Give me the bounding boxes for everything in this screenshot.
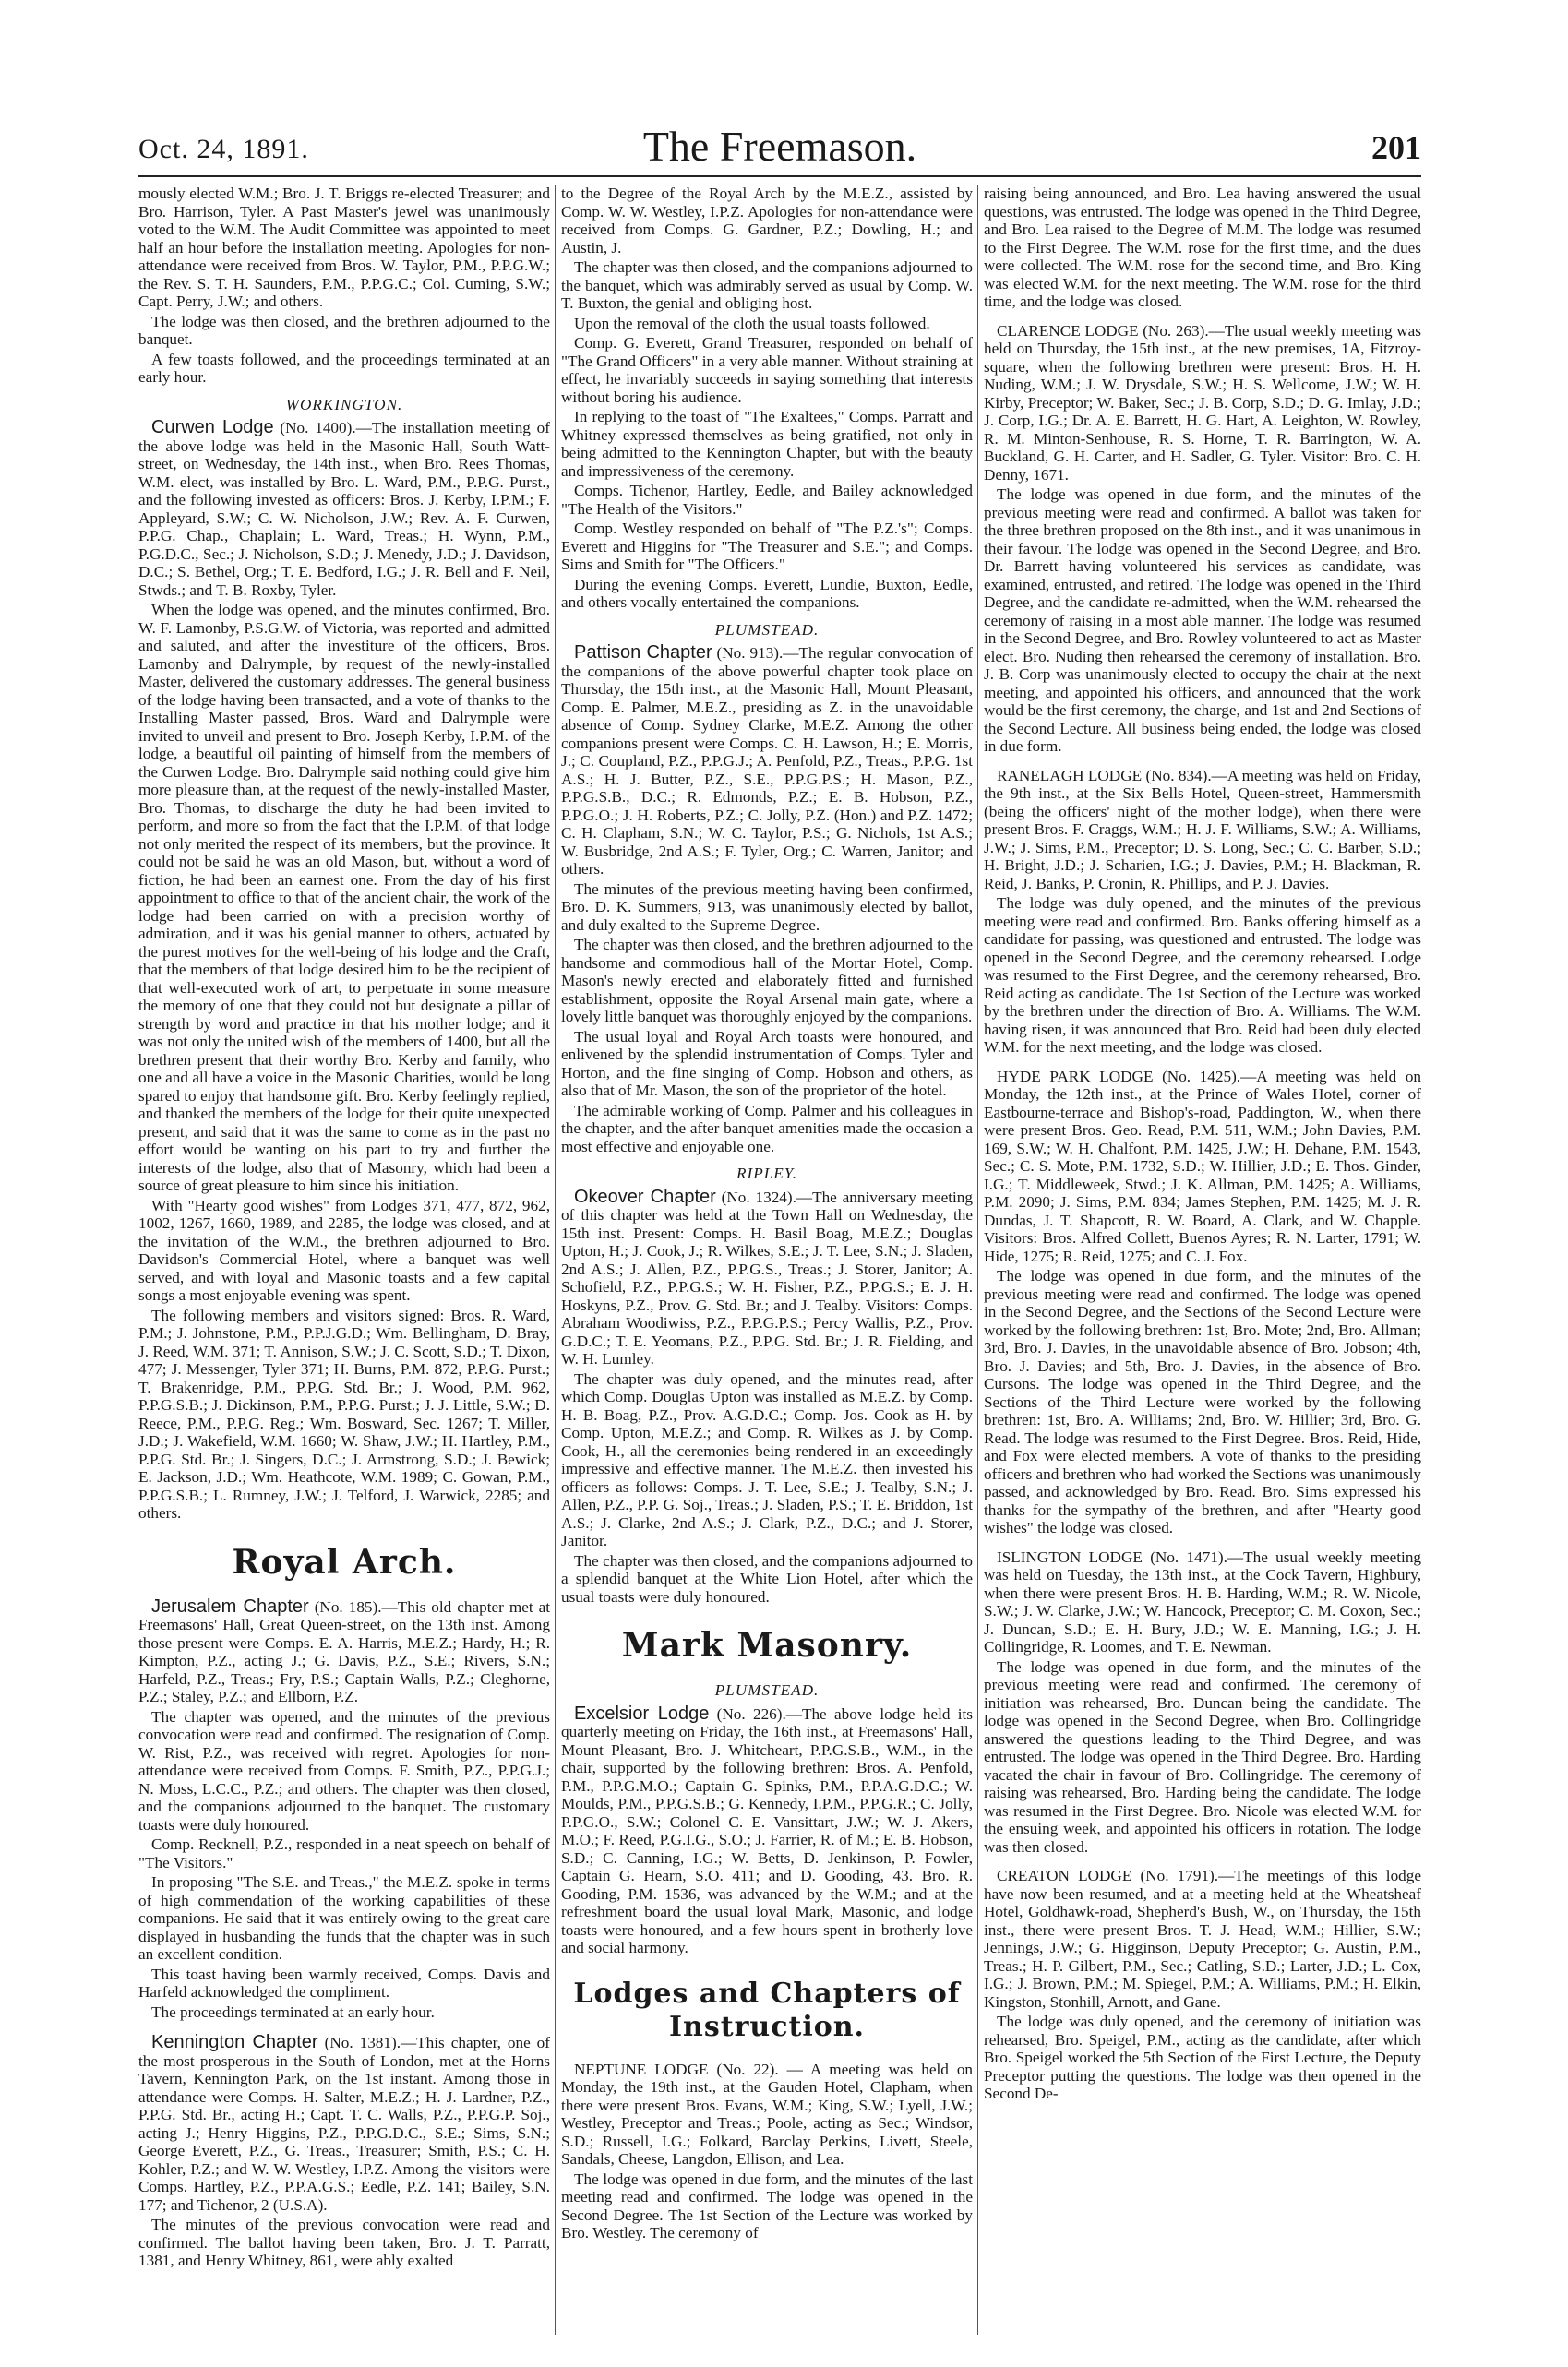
paragraph: The following members and visitors signed: Bros. R. Ward, P.M.; J. Johnstone, P.M., P.P.J.G.D.; Wm. Bellingham, D. Bray, J. Reed, W.M. 371; T. Annison, S.W.; J. C. Scott, S.D.; T. Dixon, 477; J. Messenger, Tyler 371; H. Burns, P.M. 872, P.P.G. Purst.; T. Brakenridge, P.M., P.P.G. Std. Br.; J. Wood, P.M. 962, P.P.G.S.B.; J. Dickinson, P.M., P.P.G. Purst.; J. J. Little, S.W.; D. Reece, P.M., P.P.G. Reg.; Wm. Bosward, Sec. 1267; T. Miller, J.D.; J. Wakefield, W.M. 1660; W. Shaw, J.W.; H. Hartley, P.M., P.P.G. Std. Br.; J. Singers, D.C.; J. Armstrong, S.D.; J. Bewick; E. Jackson, J.D.; Wm. Heathcote, W.M. 1989; C. Gowan, P.M., P.P.G.S.B.; L. Rumney, J.W.; J. Telford, J. Warwick, 2285; and others. [138, 1306, 550, 1522]
report-paragraph [984, 1867, 1421, 2011]
paragraph: The chapter was then closed, and the companions adjourned to a splendid banquet at the White Lion Hotel, after which the usual toasts were duly honoured. [561, 1551, 973, 1606]
report-text: (No. 1324).—The anniversary meeting of this chapter was held at the Town Hall on Wednesday, the 15th inst. Present: Comps. H. Basil Boag, M.E.Z.; Douglas Upton, H.; J. Cook, J.; R. Wilkes, S.E.; J. T. Lee, S.N.; J. Sladen, 2nd A.S.; J. Allen, P.Z., P.P.G.S., Treas.; J. Storer, Janitor; A. Schofield, P.Z., P.P.G.S.; W. H. Fisher, P.Z., P.P.G.S.; E. J. H. Hoskyns, P.Z., Prov. G. Std. Br.; and J. Tealby. Visitors: Comps. Abraham Woodiwiss, P.Z., P.P.G.P.S.; Percy Wallis, P.Z., Prov. G.D.C.; T. E. Yeomans, P.Z., P.P.G. Std. Br.; J. R. Fielding, and W. H. Lumley. [561, 1188, 973, 1368]
lodge-title: Curwen Lodge [151, 417, 274, 437]
paragraph: The chapter was then closed, and the brethren adjourned to the handsome and commodious hall of the Mortar Hotel, Comp. Mason's newly erected and elaborately fitted and furnished establishment, opposite the Royal Arsenal main gate, where a lovely little banquet was thoroughly enjoyed by the companions. [561, 936, 973, 1025]
paragraph: to the Degree of the Royal Arch by the M.E.Z., assisted by Comp. W. W. Westley, I.P.Z. Apologies for non-attendance were received from Comps. G. Gardner, P.Z.; Dowling, H.; and Austin, J. [561, 185, 973, 257]
section-heading: Mark Masonry. [621, 1626, 913, 1665]
chapter-title: Kennington Chapter [151, 2032, 318, 2052]
paragraph: With "Hearty good wishes" from Lodges 371, 477, 872, 962, 1002, 1267, 1660, 1989, and 2285, the lodge was closed, and at the invitation of the W.M., the brethren adjourned to Bro. Davidson's Commercial Hotel, where a banquet was well served, and with loyal and Masonic toasts and a few capital songs a most enjoyable evening was spent. [138, 1196, 550, 1304]
report-paragraph [138, 419, 550, 599]
report-paragraph [984, 1068, 1421, 1266]
paragraph: Comp. Westley responded on behalf of "The P.Z.'s"; Comps. Everett and Higgins for "The Treasurer and S.E."; and Comps. Sims and Smith for "The Officers." [561, 520, 973, 573]
report-paragraph [138, 1598, 550, 1706]
lodge-title: HYDE PARK LODGE [997, 1067, 1154, 1085]
chapter-title: Jerusalem Chapter [151, 1596, 309, 1617]
paragraph: Upon the removal of the cloth the usual toasts followed. [574, 314, 930, 332]
report-text: (No. 834).—A meeting was held on Friday, the 9th inst., at the Six Bells Hotel, Queen-street, Hammersmith (being the officers' night of the mother lodge), when there were present Bros. F. Craggs, W.M.; H. J. F. Williams, S.W.; A. Williams, J.W.; J. Sims, P.M., Preceptor; D. S. Long, Sec.; C. C. Barber, S.D.; H. Bright, J.D.; J. Scharien, I.G.; J. Davies, P.M.; H. Blackman, R. Reid, J. Banks, P. Cronin, R. Phillips, and P. J. Davies. [984, 766, 1421, 892]
paragraph: The minutes of the previous meeting having been confirmed, Bro. D. K. Summers, 913, was unanimously elected by ballot, and duly exalted to the Supreme Degree. [561, 879, 973, 934]
report-paragraph [561, 2061, 973, 2169]
place-subheading: PLUMSTEAD. [714, 1681, 820, 1699]
paragraph: The chapter was opened, and the minutes of the previous convocation were read and confirmed. The resignation of Comp. W. Rist, P.Z., was received with regret. Apologies for non-attendance were received from Comps. F. Smith, P.Z., P.P.G.J.; N. Moss, L.C.C., P.Z.; and others. The chapter was then closed, and the companions adjourned to the banquet. The customary toasts were duly honoured. [138, 1707, 550, 1834]
column-2 [561, 185, 973, 2335]
report-paragraph [138, 2034, 550, 2214]
report-text: (No. 1471).—The usual weekly meeting was held on Tuesday, the 13th inst., at the Cock Tavern, Highbury, when there were present Bros. H. B. Harding, W.M.; R. W. Nicole, S.W.; J. W. Clarke, J.W.; W. Hancock, Preceptor; C. M. Coxon, Sec.; J. Duncan, S.D.; E. H. Bury, J.D.; W. E. Manning, I.G.; J. H. Collingridge, R. Loomes, and T. E. Newman. [984, 1548, 1421, 1656]
report-text: (No. 1381).—This chapter, one of the most prosperous in the South of London, met at the Horns Tavern, Kennington Park, on the 1st instant. Among those in attendance were Comps. H. Salter, M.E.Z.; H. J. Lardner, P.Z., P.P.G. Std. Br., acting H.; Capt. T. C. Walls, P.Z., P.P.G.P. Soj., acting J.; Henry Higgins, P.Z., P.P.G.D.C., S.E.; Sims, S.N.; George Everett, P.Z., G. Treas., Treasurer; Smith, P.S.; C. H. Kohler, P.Z.; and W. W. Westley, I.P.Z. Among the visitors were Comps. Hartley, P.Z., P.P.A.G.S.; Eedle, P.Z. 141; Bailey, S.N. 177; and Tichenor, 2 (U.S.A). [138, 2034, 550, 2214]
report-paragraph [984, 767, 1421, 893]
paragraph: The chapter was then closed, and the companions adjourned to the banquet, which was admirably served as usual by Comp. W. T. Buxton, the genial and obliging host. [561, 258, 973, 312]
report-paragraph [561, 644, 973, 879]
paragraph: During the evening Comps. Everett, Lundie, Buxton, Eedle, and others vocally entertained the companions. [561, 575, 973, 611]
chapter-title: Pattison Chapter [574, 642, 712, 663]
paragraph: The usual loyal and Royal Arch toasts were honoured, and enlivened by the splendid instrumentation of Comps. Tyler and Horton, and the fine singing of Comp. Hobson and others, as also that of Mr. Mason, the son of the proprietor of the hotel. [561, 1027, 973, 1099]
report-text: (No. 1425).—A meeting was held on Monday, the 12th inst., at the Prince of Wales Hotel, corner of Eastbourne-terrace and Bishop's-road, Paddington, W., when there were present Bros. Geo. Read, P.M. 511, W.M.; John Davies, P.M. 169, S.W.; W. H. Chalfont, P.M. 1425, J.W.; H. Dehane, P.M. 1543, Sec.; C. S. Mote, P.M. 1732, S.D.; W. Hillier, J.D.; E. Thos. Ginder, I.G.; T. Middleweek, Stwd.; J. K. Allman, P.M. 1425; A. Williams, P.M. 2090; J. Sims, P.M. 834; James Stephen, P.M. 1425; M. J. R. Dundas, J. T. Shapcott, R. W. Board, A. Clark, and W. Chapple. Visitors: Bros. Alfred Collett, Buenos Ayres; R. N. Larter, 1791; W. Hide, 1275; R. Reid, 1275; and C. J. Fox. [984, 1067, 1421, 1265]
report-text: (No. 185).—This old chapter met at Freemasons' Hall, Great Queen-street, on the 13th inst. Among those present were Comps. E. A. Harris, M.E.Z.; Hardy, H.; R. Kimpton, P.Z., acting J.; G. Davis, P.Z., S.E.; Rivers, S.N.; Harfeld, P.Z., Treas.; Fry, P.S.; Captain Walls, P.Z.; Cleghorne, P.Z.; Staley, P.Z.; and Ellborn, P.Z. [138, 1597, 550, 1705]
paragraph: The lodge was opened in due form, and the minutes of the previous meeting were read and confirmed. The lodge was opened in the Second Degree, and the Sections of the Second Lecture were worked by the following brethren: 1st, Bro. Mote; 2nd, Bro. Allman; 3rd, Bro. J. Davies, in the unavoidable absence of Bro. Jobson; 4th, Bro. J. Davies; and 5th, Bro. J. Davies, in the absence of Bro. Cursons. The lodge was opened in the Third Degree, and the Sections of the Third Lecture were worked by the following brethren: 1st, Bro. A. Williams; 2nd, Bro. W. Hillier; 3rd, Bro. G. Read. The lodge was resumed to the First Degree. Bros. Reid, Hide, and Fox were elected members. A vote of thanks to the presiding officers and brethren who had worked the Sections was unanimously passed, and acknowledged by Bro. Read. Bro. Sims expressed his thanks for the sympathy of the brethren, and after "Hearty good wishes" the lodge was closed. [984, 1267, 1421, 1536]
report-text: (No. 22). — A meeting was held on Monday, the 19th inst., at the Gauden Hotel, Clapham, when there were present Bros. Evans, W.M.; King, S.W.; Lyell, J.W.; Westley, Preceptor and Treas.; Poole, acting as Sec.; Windsor, S.D.; Russell, I.G.; Folkard, Barclay Perkins, Livett, Steele, Sandals, Cheese, Langdon, Ellison, and Lea. [561, 2060, 973, 2168]
paragraph: Comp. G. Everett, Grand Treasurer, responded on behalf of "The Grand Officers" in a very able manner. Without straining at effect, he invariably succeeds in saying something that interests without boring his audience. [561, 334, 973, 406]
place-subheading: RIPLEY. [736, 1165, 798, 1182]
paragraph: In replying to the toast of "The Exaltees," Comps. Parratt and Whitney expressed themselves as being gratified, not only in being admitted to the Kennington Chapter, but with the beauty and impressiveness of the ceremony. [561, 408, 973, 480]
report-paragraph [561, 1705, 973, 1957]
paragraph: The lodge was opened in due form, and the minutes of the previous meeting were read and confirmed. The ceremony of initiation was rehearsed, Bro. Duncan being the candidate. The lodge was opened in the Second Degree, when Bro. Collingridge answered the questions leading to the Third Degree, and was entrusted. The lodge was opened in the Third Degree. Bro. Harding vacated the chair in favour of Bro. Collingridge. The ceremony of raising was rehearsed, Bro. Harding being the candidate. The lodge was resumed in the First Degree. Bro. Nicole was elected W.M. for the ensuing week, and appointed his officers in rotation. The lodge was then closed. [984, 1657, 1421, 1856]
paragraph: Comps. Tichenor, Hartley, Eedle, and Bailey acknowledged "The Health of the Visitors." [561, 482, 973, 518]
report-paragraph [561, 1186, 973, 1369]
lodge-title: Excelsior Lodge [574, 1703, 710, 1724]
lodge-title: CREATON LODGE [997, 1867, 1132, 1884]
issue-date: Oct. 24, 1891. [138, 134, 309, 164]
paragraph: The lodge was then closed, and the brethren adjourned to the banquet. [138, 312, 550, 348]
lodge-title: ISLINGTON LODGE [997, 1548, 1143, 1566]
paragraph: The admirable working of Comp. Palmer and his colleagues in the chapter, and the after banquet amenities made the occasion a most effective and enjoyable one. [561, 1101, 973, 1155]
page-header [138, 115, 1421, 171]
report-text: (No. 913).—The regular convocation of the companions of the above powerful chapter took place on Thursday, the 15th inst., at the Masonic Hall, Mount Pleasant, Comp. E. Palmer, M.E.Z., presiding as Z. in the unavoidable absence of Comp. Sydney Clarke, M.E.Z. Among the other companions present were Comps. C. H. Lawson, H.; E. Morris, J.; C. Coupland, P.Z., P.P.G.J.; A. Penfold, P.Z., Treas., P.P.G. 1st A.S.; H. J. Butter, P.Z., S.E., P.P.G.P.S.; H. Mason, P.Z., P.P.G.S.B., D.C.; R. Edmonds, P.Z.; E. B. Hobson, P.Z., P.P.G.O.; J. H. Roberts, P.Z.; C. Jolly, P.Z. (Hon.) and P.Z. 1472; C. H. Clapham, S.N.; W. C. Taylor, P.S.; G. Nichols, 1st A.S.; W. Busbridge, 2nd A.S.; F. Tyler, Org.; C. Warren, Janitor; and others. [561, 644, 973, 878]
place-subheading: PLUMSTEAD. [714, 620, 820, 639]
page-number: 201 [1371, 129, 1421, 166]
paragraph: mously elected W.M.; Bro. J. T. Briggs re-elected Treasurer; and Bro. Harrison, Tyler. A Past Master's jewel was unanimously voted to the W.M. The Audit Committee was appointed to meet half an hour before the installation meeting. Apologies for non-attendance were received from Bros. W. Taylor, P.M., P.P.G.W.; the Rev. S. T. H. Saunders, P.M., P.P.G.C.; Col. Cuming, S.W.; Capt. Perry, J.W.; and others. [138, 185, 550, 310]
report-text: (No. 1791).—The meetings of this lodge have now been resumed, and at a meeting held at the Wheatsheaf Hotel, Goldhawk-road, Shepherd's Bush, W., on Thursday, the 15th inst., there were present Bros. T. J. Head, W.M.; Hillier, S.W.; Jennings, J.W.; G. Higginson, Deputy Preceptor; G. Austin, P.M., Treas.; H. P. Gilbert, P.M., Sec.; Catling, S.D.; Larter, J.D.; L. Cox, I.G.; J. Brown, P.M.; M. Spiegel, P.M.; A. Williams, P.M.; H. Elkin, Kingston, Stonhill, Arnott, and Gane. [984, 1867, 1421, 2011]
section-heading: Lodges and Chapters of Instruction. [573, 1977, 961, 2043]
paragraph: A few toasts followed, and the proceedings terminated at an early hour. [138, 350, 550, 386]
paragraph: Comp. Recknell, P.Z., responded in a neat speech on behalf of "The Visitors." [138, 1835, 550, 1871]
place-subheading: WORKINGTON. [285, 395, 403, 413]
header-rule [138, 175, 1421, 177]
report-paragraph [984, 1548, 1421, 1656]
column-3 [984, 185, 1421, 2335]
paragraph: When the lodge was opened, and the minutes confirmed, Bro. W. F. Lamonby, P.S.G.W. of Victoria, was reported and admitted and saluted, and after the investiture of the officers, Bros. Lamonby and Dalrymple, by request of the newly-installed Master, delivered the customary addresses. The general business of the lodge having been transacted, and a vote of thanks to the Installing Master passed, Bros. Ward and Dalrymple were invited to unveil and present to Bro. Joseph Kerby, I.P.M. of the lodge, a beautiful oil painting of himself from the members of the Curwen Lodge. Bro. Dalrymple said nothing could give him more pleasure than, at the request of the newly-installed Master, Bro. Thomas, to discharge the duty he had been invited to perform, and more so from the fact that the I.P.M. of that lodge not only merited the respect of its members, but the province. It could not be said he was an old Mason, but, without a word of fiction, he had been an earnest one. From the day of his first appointment to office to that of the ancient chair, the work of the lodge had been carried on with a precision worthy of admiration, and it was his genial manner to others, actuated by the purest motives for the well-being of his lodge and the Craft, that the members of that lodge desired him to be the recipient of that well-executed work of art, to perpetuate in some measure the memory of one that they could not but designate a pillar of strength by word and practice in that his mother lodge; and it was not only the united wish of the members of 1400, but all the brethren present that their worthy Bro. Kerby and family, who one and all have a voice in the Masonic Charities, would be long spared to enjoy that handsome gift. Bro. Kerby feelingly replied, and thanked the members of the lodge for their quite unexpected present, and said that it was the same to come as in the past no effort would be wanting on his part to try and further the interests of the lodge, also that of Masonry, which had been a source of great pleasure to him since his initiation. [138, 601, 550, 1194]
paragraph: This toast having been warmly received, Comps. Davis and Harfeld acknowledged the compliment. [138, 1965, 550, 2001]
report-text: (No. 226).—The above lodge held its quarterly meeting on Friday, the 16th inst., at Freemasons' Hall, Mount Pleasant, Bro. J. Whitcheart, P.P.G.S.B., W.M., in the chair, supported by the following brethren: Bros. A. Penfold, P.M., P.P.G.M.O.; Captain G. Spinks, P.M., P.P.A.G.D.C.; W. Moulds, P.M., P.P.G.S.B.; G. Kennedy, I.P.M., P.P.G.R.; C. Jolly, P.P.G.O., S.W.; Colonel C. E. Vansittart, J.W.; W. J. Akers, M.O.; F. Reed, P.G.I.G., S.O.; J. Farrier, R. of M.; E. B. Hobson, S.D.; C. Canning, I.G.; W. Betts, D. Jenkinson, P. Fowler, Captain G. Hearn, S.O. 411; and D. Gooding, 43. Bro. R. Gooding, P.M. 1536, was advanced by the W.M.; and at the refreshment board the usual loyal Mark, Masonic, and lodge toasts were honoured, and a few hours spent in brotherly love and social harmony. [561, 1704, 973, 1956]
section-heading: Royal Arch. [232, 1542, 457, 1582]
paragraph: The lodge was opened in due form, and the minutes of the previous meeting were read and confirmed. A ballot was taken for the three brethren proposed on the 8th inst., and it was unanimous in their favour. The lodge was opened in the Second Degree, and Bro. Dr. Barrett having volunteered his services as candidate, was examined, entrusted, and retired. The lodge was opened in the Third Degree, and the candidate re-admitted, when the W.M. rehearsed the ceremony of raising in a most able manner. The lodge was resumed in the Second Degree, and Bro. Rowley volunteered to act as Master elect. Bro. Nuding then rehearsed the ceremony of installation. Bro. J. B. Corp was unanimously elected to occupy the chair at the next meeting, and appointed his officers, and announced that the work would be the first ceremony, the charge, and 1st and 2nd Sections of the Second Lecture. All business being ended, the lodge was closed in due form. [984, 485, 1421, 755]
lodge-title: RANELAGH LODGE [997, 766, 1143, 784]
lodge-title: NEPTUNE LODGE [574, 2060, 709, 2078]
report-paragraph [984, 322, 1421, 484]
report-text: (No. 263).—The usual weekly meeting was held on Thursday, the 15th inst., at the new premises, 1A, Fitzroy-square, when the following brethren were present: Bros. H. H. Nuding, W.M.; J. W. Drysdale, S.W.; H. S. Wellcome, J.W.; W. H. Kirby, Preceptor; W. Baker, Sec.; J. B. Corp, S.D.; D. G. Imlay, J.D.; J. Corp, I.G.; Dr. A. E. Barrett, H. G. Hart, A. Leighton, W. Rowley, R. M. Minton-Senhouse, R. S. Horne, T. R. Barrington, W. A. Buckland, G. H. Carter, and H. Sadler, G. Tyler. Visitor: Bro. C. H. Denny, 1671. [984, 321, 1421, 484]
column-divider [555, 185, 556, 2335]
paragraph: The lodge was opened in due form, and the minutes of the last meeting read and confirmed. The lodge was opened in the Second Degree. The 1st Section of the Lecture was worked by Bro. Westley. The ceremony of [561, 2170, 973, 2241]
lodge-title: CLARENCE LODGE [997, 321, 1139, 340]
chapter-title: Okeover Chapter [574, 1186, 716, 1207]
paragraph: In proposing "The S.E. and Treas.," the M.E.Z. spoke in terms of high commendation of the working capabilities of these companions. He said that it was entirely owing to the great care displayed in husbanding the funds that the chapter was in such an excellent condition. [138, 1873, 550, 1963]
paragraph: raising being announced, and Bro. Lea having answered the usual questions, was entrusted. The lodge was opened in the Third Degree, and Bro. Lea raised to the Degree of M.M. The lodge was resumed to the First Degree. The W.M. rose for the first time, and the dues were collected. The W.M. rose for the second time, and Bro. King was elected W.M. for the next meeting. The W.M. rose for the third time, and the lodge was closed. [984, 185, 1421, 310]
masthead-title: The Freemason. [642, 123, 917, 170]
column-1 [138, 185, 550, 2335]
column-divider [977, 185, 978, 2335]
paragraph: The lodge was duly opened, and the minutes of the previous meeting were read and confirmed. Bro. Banks offering himself as a candidate for passing, was questioned and entrusted. The lodge was opened in the Second Degree, and the ceremony rehearsed. Lodge was resumed to the First Degree, and the ceremony rehearsed, Bro. Reid acting as candidate. The 1st Section of the Lecture was worked by the brethren under the direction of Bro. A. Williams. The W.M. having risen, it was announced that Bro. Reid had been duly elected W.M. for the next meeting, and the lodge was closed. [984, 894, 1421, 1056]
paragraph: The lodge was duly opened, and the ceremony of initiation was rehearsed, Bro. Speigel, P.M., acting as the candidate, after which Bro. Speigel worked the 5th Section of the First Lecture, the Deputy Preceptor putting the questions. The lodge was then opened in the Second De- [984, 2013, 1421, 2102]
paragraph: The proceedings terminated at an early hour. [151, 2002, 435, 2021]
paragraph: The minutes of the previous convocation were read and confirmed. The ballot having been taken, Bro. J. T. Parratt, 1381, and Henry Whitney, 861, were ably exalted [138, 2216, 550, 2269]
report-text: (No. 1400).—The installation meeting of the above lodge was held in the Masonic Hall, South Watt-street, on Wednesday, the 14th inst., when Bro. Rees Thomas, W.M. elect, was installed by Bro. L. Ward, P.M., P.P.G. Purst., and the following invested as officers: Bros. J. Kerby, I.P.M.; F. Appleyard, S.W.; C. W. Nicholson, J.W.; Rev. A. F. Curwen, P.P.G. Chap., Chaplain; L. Ward, Treas.; H. Wynn, P.M., P.G.D.C., Sec.; J. Nicholson, S.D.; J. Menedy, J.D.; J. Davidson, D.C.; S. Bethel, Org.; T. E. Bedford, I.G.; J. R. Bell and F. Neil, Stwds.; and T. B. Roxby, Tyler. [138, 419, 550, 599]
paragraph: The chapter was duly opened, and the minutes read, after which Comp. Douglas Upton was installed as M.E.Z. by Comp. H. B. Boag, P.Z., Prov. A.G.D.C.; Comp. Jos. Cook as H. by Comp. Upton, M.E.Z.; and Comp. R. Wilkes as J. by Comp. Cook, H., all the ceremonies being rendered in an exceedingly impressive and effective manner. The M.E.Z. then invested his officers as follows: Comps. J. T. Lee, S.E.; J. Tealby, S.N.; J. Allen, P.Z., P.P. G. Soj., Treas.; J. Sladen, P.S.; T. E. Briddon, 1st A.S.; J. Clarke, 2nd A.S.; J. Clark, P.Z., D.C.; and J. Storer, Janitor. [561, 1369, 973, 1549]
